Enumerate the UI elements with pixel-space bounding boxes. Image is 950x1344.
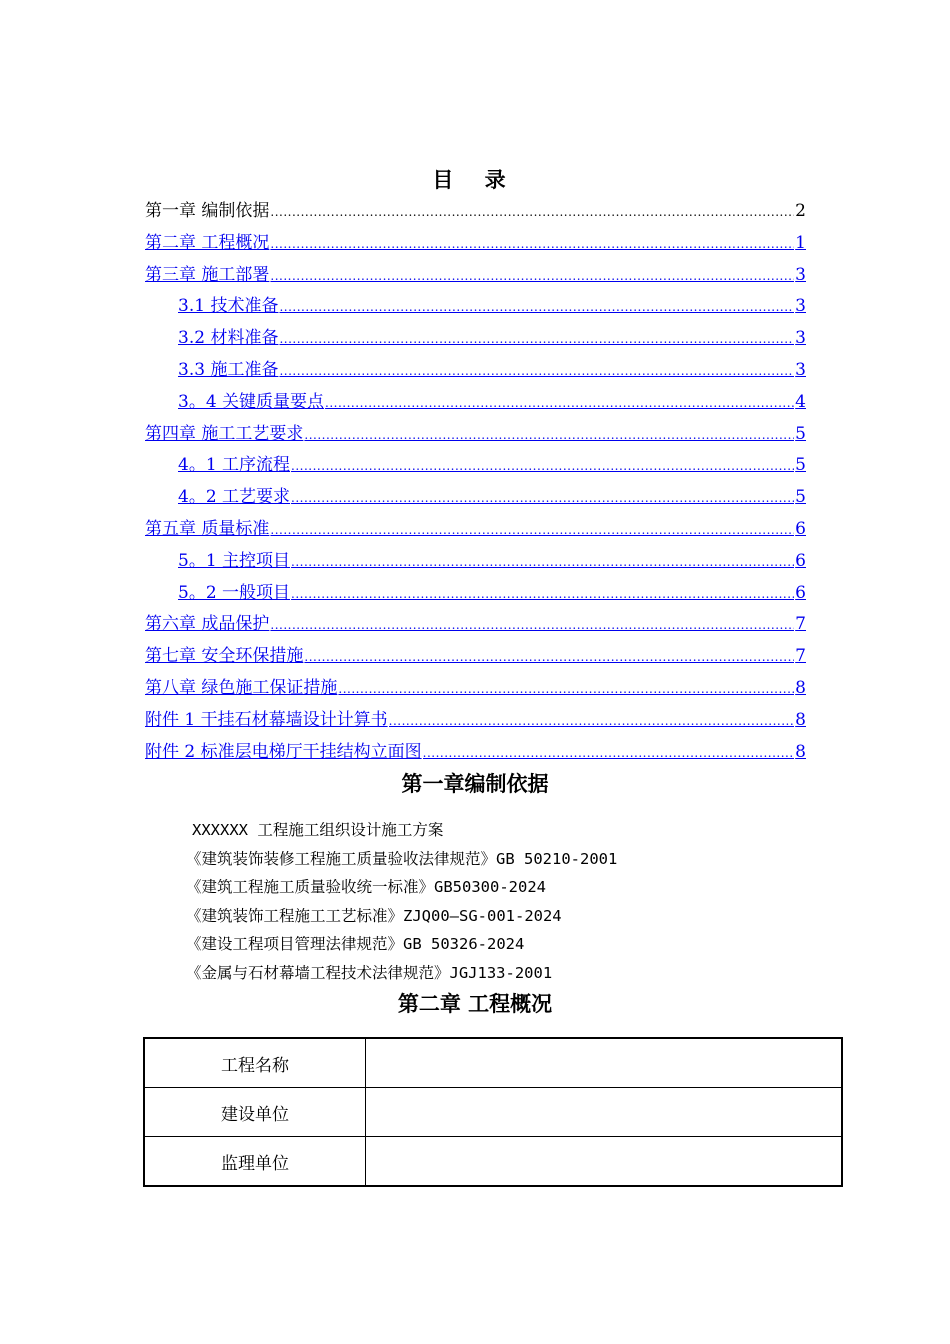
- toc-title: 目 录: [432, 168, 518, 192]
- toc-dot-leader: [338, 682, 794, 696]
- table-key-cell: 建设单位: [144, 1088, 366, 1137]
- toc-entry-page: 6: [795, 518, 806, 539]
- toc-entry: [145, 196, 806, 228]
- toc-entry-page: 3: [795, 264, 806, 285]
- toc-entry-label: 第三章 施工部署: [145, 264, 270, 285]
- toc-entry[interactable]: [145, 260, 806, 292]
- toc-entry-page: 7: [795, 646, 806, 667]
- toc-dot-leader: [291, 459, 794, 473]
- toc-entry-page: 7: [795, 614, 806, 635]
- project-info-table: [143, 1037, 843, 1187]
- toc-entry[interactable]: [145, 228, 806, 260]
- toc-entry[interactable]: [145, 514, 806, 546]
- toc-entry-label: 3.2 材料准备: [178, 328, 279, 349]
- toc-dot-leader: [279, 300, 794, 314]
- chapter1-title: 第一章编制依据: [401, 772, 549, 796]
- toc-entry[interactable]: [145, 323, 806, 355]
- toc-entry-label: 第七章 安全环保措施: [145, 646, 304, 667]
- toc-entry[interactable]: [145, 450, 806, 482]
- toc-entry[interactable]: [145, 705, 806, 737]
- toc-entry-page: 6: [795, 582, 806, 603]
- toc-entry-page: 3: [795, 328, 806, 349]
- table-of-contents: [145, 196, 806, 768]
- toc-dot-leader: [279, 364, 794, 378]
- toc-entry-page: 1: [795, 232, 806, 253]
- toc-entry-page: 8: [795, 709, 806, 730]
- toc-dot-leader: [270, 269, 794, 283]
- toc-dot-leader: [291, 491, 794, 505]
- toc-entry-label: 附件 2 标准层电梯厅干挂结构立面图: [145, 741, 422, 762]
- table-key-cell: 工程名称: [144, 1038, 366, 1088]
- table-row: [144, 1038, 842, 1088]
- table-key-cell: 监理单位: [144, 1137, 366, 1187]
- toc-entry-label: 第四章 施工工艺要求: [145, 423, 304, 444]
- toc-entry-page: 4: [795, 391, 806, 412]
- toc-entry-label: 附件 1 干挂石材幕墙设计计算书: [145, 709, 388, 730]
- toc-entry-label: 第二章 工程概况: [145, 232, 270, 253]
- basis-item: 《金属与石材幕墙工程技术法律规范》JGJ133-2001: [186, 963, 553, 982]
- toc-entry-label: 3.1 技术准备: [178, 296, 279, 317]
- toc-entry[interactable]: [145, 641, 806, 673]
- toc-entry[interactable]: [145, 355, 806, 387]
- toc-dot-leader: [270, 618, 794, 632]
- toc-entry-page: 2: [795, 201, 806, 221]
- toc-entry-label: 第一章 编制依据: [145, 201, 270, 221]
- toc-entry-label: 第六章 成品保护: [145, 614, 270, 635]
- toc-dot-leader: [291, 587, 794, 601]
- toc-entry-page: 8: [795, 741, 806, 762]
- toc-dot-leader: [270, 237, 794, 251]
- toc-entry-page: 6: [795, 550, 806, 571]
- toc-entry-label: 4。2 工艺要求: [178, 487, 291, 508]
- toc-entry-label: 4。1 工序流程: [178, 455, 291, 476]
- toc-entry-page: 5: [795, 423, 806, 444]
- toc-entry-page: 5: [795, 455, 806, 476]
- chapter1-basis-list: [186, 816, 617, 988]
- toc-entry[interactable]: [145, 419, 806, 451]
- toc-dot-leader: [270, 205, 794, 219]
- toc-dot-leader: [389, 714, 795, 728]
- toc-entry[interactable]: [145, 546, 806, 578]
- table-value-cell: [366, 1137, 843, 1187]
- toc-entry-page: 3: [795, 296, 806, 317]
- toc-entry[interactable]: [145, 578, 806, 610]
- toc-entry-label: 第八章 绿色施工保证措施: [145, 677, 338, 698]
- table-value-cell: [366, 1038, 843, 1088]
- toc-entry[interactable]: [145, 609, 806, 641]
- chapter2-title: 第二章 工程概况: [397, 992, 553, 1016]
- toc-dot-leader: [270, 523, 794, 537]
- toc-entry[interactable]: [145, 387, 806, 419]
- basis-item: 《建筑工程施工质量验收统一标准》GB50300-2024: [186, 878, 546, 897]
- toc-entry[interactable]: [145, 737, 806, 769]
- toc-dot-leader: [304, 650, 794, 664]
- toc-entry-page: 5: [795, 487, 806, 508]
- toc-entry-label: 5。1 主控项目: [178, 550, 291, 571]
- toc-entry-label: 3。4 关键质量要点: [178, 391, 325, 412]
- toc-entry-page: 8: [795, 677, 806, 698]
- toc-dot-leader: [304, 428, 794, 442]
- toc-entry[interactable]: [145, 291, 806, 323]
- basis-item: 《建筑装饰装修工程施工质量验收法律规范》GB 50210-2001: [186, 849, 618, 868]
- toc-entry[interactable]: [145, 673, 806, 705]
- basis-item: 《建设工程项目管理法律规范》GB 50326-2024: [186, 935, 525, 954]
- table-row: [144, 1137, 842, 1187]
- toc-entry-page: 3: [795, 359, 806, 380]
- toc-dot-leader: [325, 396, 794, 410]
- toc-entry-label: 5。2 一般项目: [178, 582, 291, 603]
- basis-item: XXXXXX 工程施工组织设计施工方案: [192, 821, 444, 839]
- toc-entry[interactable]: [145, 482, 806, 514]
- basis-item: 《建筑装饰工程施工工艺标准》ZJQ00—SG-001-2024: [186, 906, 562, 925]
- toc-entry-label: 3.3 施工准备: [178, 359, 279, 380]
- table-value-cell: [366, 1088, 843, 1137]
- toc-dot-leader: [423, 746, 795, 760]
- toc-dot-leader: [279, 332, 794, 346]
- table-row: [144, 1088, 842, 1137]
- toc-dot-leader: [291, 555, 794, 569]
- toc-entry-label: 第五章 质量标准: [145, 518, 270, 539]
